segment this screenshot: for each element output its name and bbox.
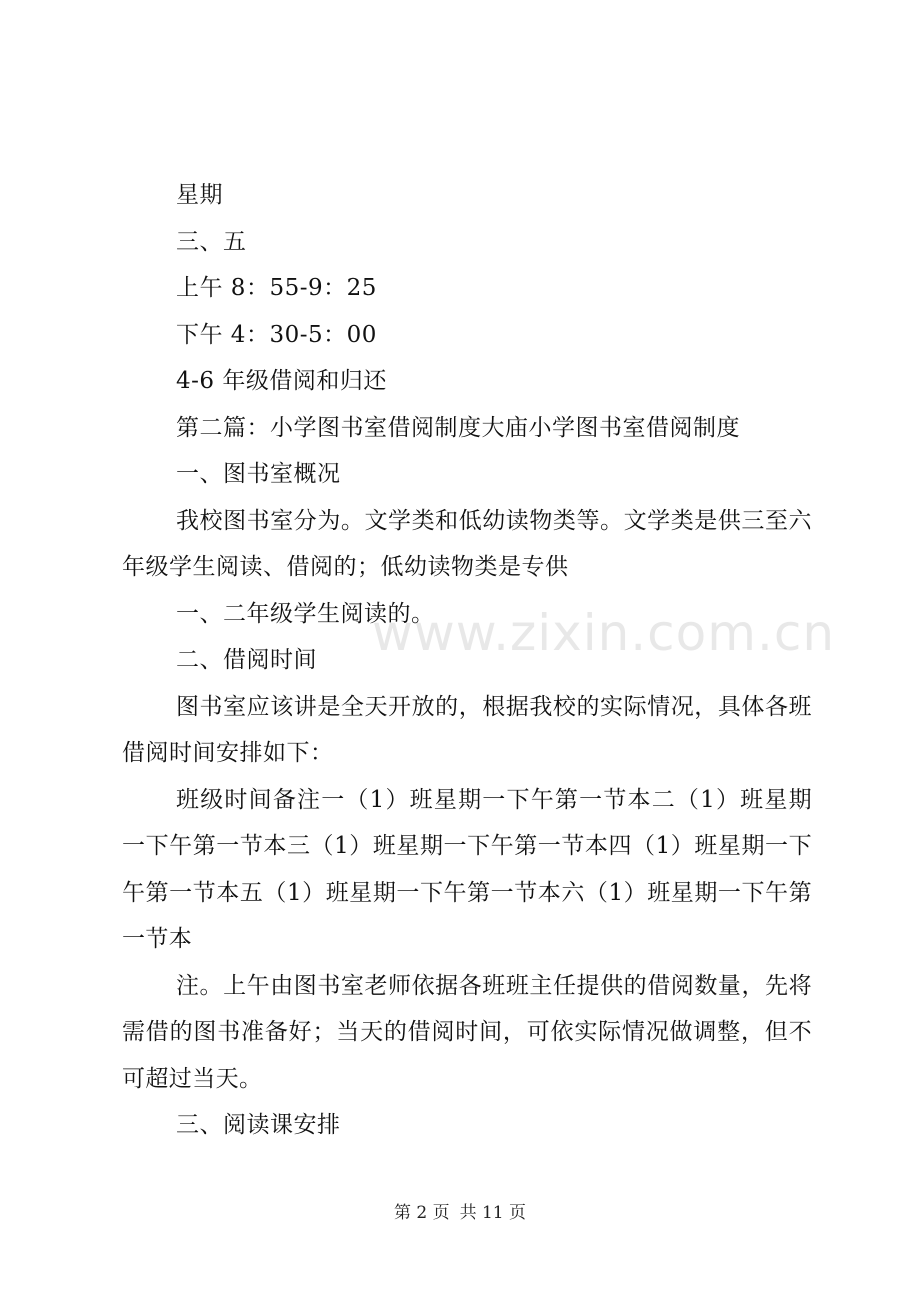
section-heading: 三、阅读课安排 [176,1112,341,1138]
page-number: 第 2 页 [393,1203,450,1223]
text-line: 一、二年级学生阅读的。 [176,600,435,627]
paragraph: 班级时间备注一（1）班星期一下午第一节本二（1）班星期一下午第一节本三（1）班星期一下午第一节本四（1）班星期一下午第一节本五（1）班星期一下午第一节本六（1）班星期一下午第一节本 [122,786,812,952]
paragraph: 注。上午由图书室老师依据各班班主任提供的借阅数量，先将需借的图书准备好；当天的借阅时间，可依实际情况做调整，但不可超过当天。 [122,972,812,1092]
text-line: 上午 8：55-9：25 [176,275,377,301]
page-total: 共 11 页 [459,1203,527,1223]
watermark: www.zixin.com.cn [372,604,836,662]
section-heading: 一、图书室概况 [176,461,341,487]
paragraph: 图书室应该讲是全天开放的，根据我校的实际情况，具体各班借阅时间安排如下： [122,693,812,766]
page-footer [0,1198,920,1223]
paragraph: 我校图书室分为。文学类和低幼读物类等。文学类是供三至六年级学生阅读、借阅的；低幼读物类是专供 [122,507,812,580]
text-line: 4-6 年级借阅和归还 [176,368,387,394]
text-line: 三、五 [176,228,247,255]
section-title: 第二篇：小学图书室借阅制度大庙小学图书室借阅制度 [176,414,740,441]
text-line: 星期 [176,182,223,208]
text-line: 下午 4：30-5：00 [176,321,377,348]
section-heading: 二、借阅时间 [176,647,317,673]
